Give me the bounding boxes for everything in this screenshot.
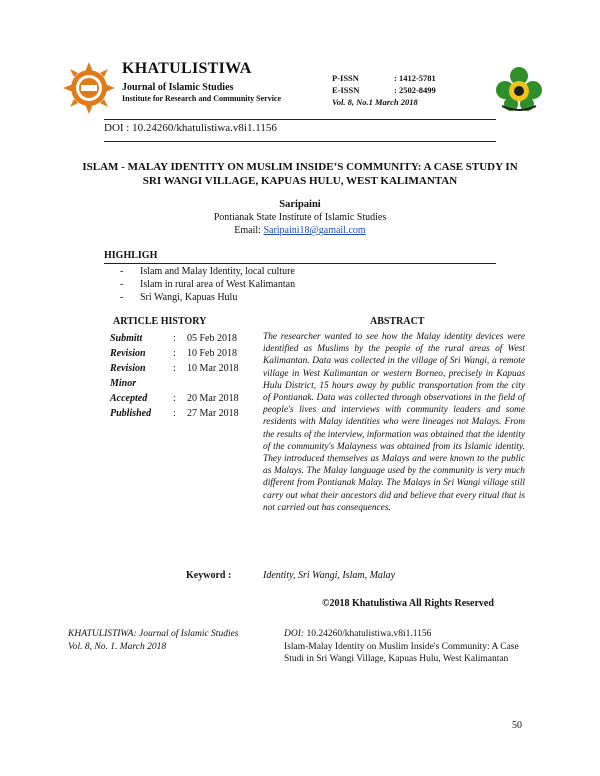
history-row: Revision : 10 Feb 2018 (110, 348, 237, 359)
article-title (60, 160, 540, 188)
email-label: Email: (234, 225, 261, 236)
article-history-table (110, 331, 239, 421)
author-email-line (0, 225, 600, 236)
journal-subtitle: Journal of Islamic Studies (122, 82, 234, 93)
eissn-value: : 2502-8499 (394, 85, 436, 95)
page-number: 50 (512, 720, 522, 731)
email-link[interactable]: Saripaini18@gamail.com (263, 225, 366, 236)
footer-journal-volume: Vol. 8, No. 1. March 2018 (68, 641, 167, 652)
history-row: Submitt : 05 Feb 2018 (110, 333, 237, 344)
footer-journal-name: KHATULISTIWA: Journal of Islamic Studies (68, 629, 239, 639)
history-row: Accepted : 20 Mar 2018 (110, 393, 239, 404)
history-row: Published : 27 Mar 2018 (110, 408, 239, 419)
keyword-label: Keyword : (186, 570, 232, 581)
institute-logo-icon (494, 66, 544, 112)
doi-line (104, 122, 277, 134)
header-rule-bottom (104, 141, 496, 142)
copyright-notice: ©2018 Khatulistiwa All Rights Reserved (322, 598, 494, 609)
header-rule-top (104, 119, 496, 120)
journal-logo-icon (63, 62, 115, 114)
pissn-value: : 1412-5781 (394, 73, 436, 83)
author-name: Saripaini (279, 199, 321, 210)
title-line-2: SRI WANGI VILLAGE, KAPUAS HULU, WEST KALIMANTAN (142, 175, 458, 187)
history-row: Revision : 10 Mar 2018 (110, 363, 239, 374)
list-item: - Islam in rural area of West Kalimantan (120, 279, 296, 290)
author-affiliation: Pontianak State Institute of Islamic Studies (213, 212, 387, 223)
pissn-label: P-ISSN (332, 73, 359, 83)
article-history-heading: ARTICLE HISTORY (113, 316, 207, 327)
footer-journal (68, 628, 239, 653)
footer-citation-text: Islam-Malay Identity on Muslim Inside's Community: A Case Studi in Sri Wangi Village, Kapuas Hulu, West Kalimantan (284, 641, 519, 664)
issn-block (332, 72, 436, 108)
history-row: Minor (110, 378, 137, 389)
journal-institute: Institute for Research and Community Service (122, 94, 282, 103)
footer-citation (284, 628, 534, 666)
abstract-text: The researcher wanted to see how the Malay identity devices were identified as Muslims by the people of the rural areas of West Kalimantan. Data was collected in the village of Sri Wangi, a remote village in West Kalimantan or western Borneo, precisely in Kapuas Hulu District, 15 hours away by public transportation from the city of Pontianak. Data was collected through observations in the field of people's lives and interviews with community leaders and some residents with Malay identities who were lineages not Malays. From the results of the interview, information was obtained that the identity of the community's Malayness was obtained from its Islamic identity. They introduced themselves as Malays and were known to the public as Malays. The Malay language used by the community is very much different from Pontianak Malay. The Malays in Sri Wangi village still carry out what their ancestors did and believe that every ritual that is not carried out has consequences. (263, 332, 525, 513)
volume-info: Vol. 8, No.1 March 2018 (332, 97, 418, 107)
eissn-label: E-ISSN (332, 85, 360, 95)
journal-name: KHATULISTIWA (122, 60, 252, 77)
list-item: - Islam and Malay Identity, local culture (120, 266, 295, 277)
doi-label: DOI : (104, 122, 130, 134)
abstract-heading: ABSTRACT (370, 316, 425, 327)
highlights-list (120, 265, 295, 304)
footer-doi-value[interactable]: 10.24260/khatulistiwa.v8i1.1156 (306, 629, 432, 639)
doi-value[interactable]: 10.24260/khatulistiwa.v8i1.1156 (132, 122, 277, 134)
highlights-rule (104, 263, 496, 264)
footer-doi-label: DOI: (284, 629, 305, 639)
keyword-value: Identity, Sri Wangi, Islam, Malay (263, 570, 396, 581)
title-line-1: ISLAM - MALAY IDENTITY ON MUSLIM INSIDE’S COMMUNITY: A CASE STUDY IN (82, 161, 518, 173)
list-item: - Sri Wangi, Kapuas Hulu (120, 292, 238, 303)
highlights-heading: HIGHLIGH (104, 250, 158, 261)
